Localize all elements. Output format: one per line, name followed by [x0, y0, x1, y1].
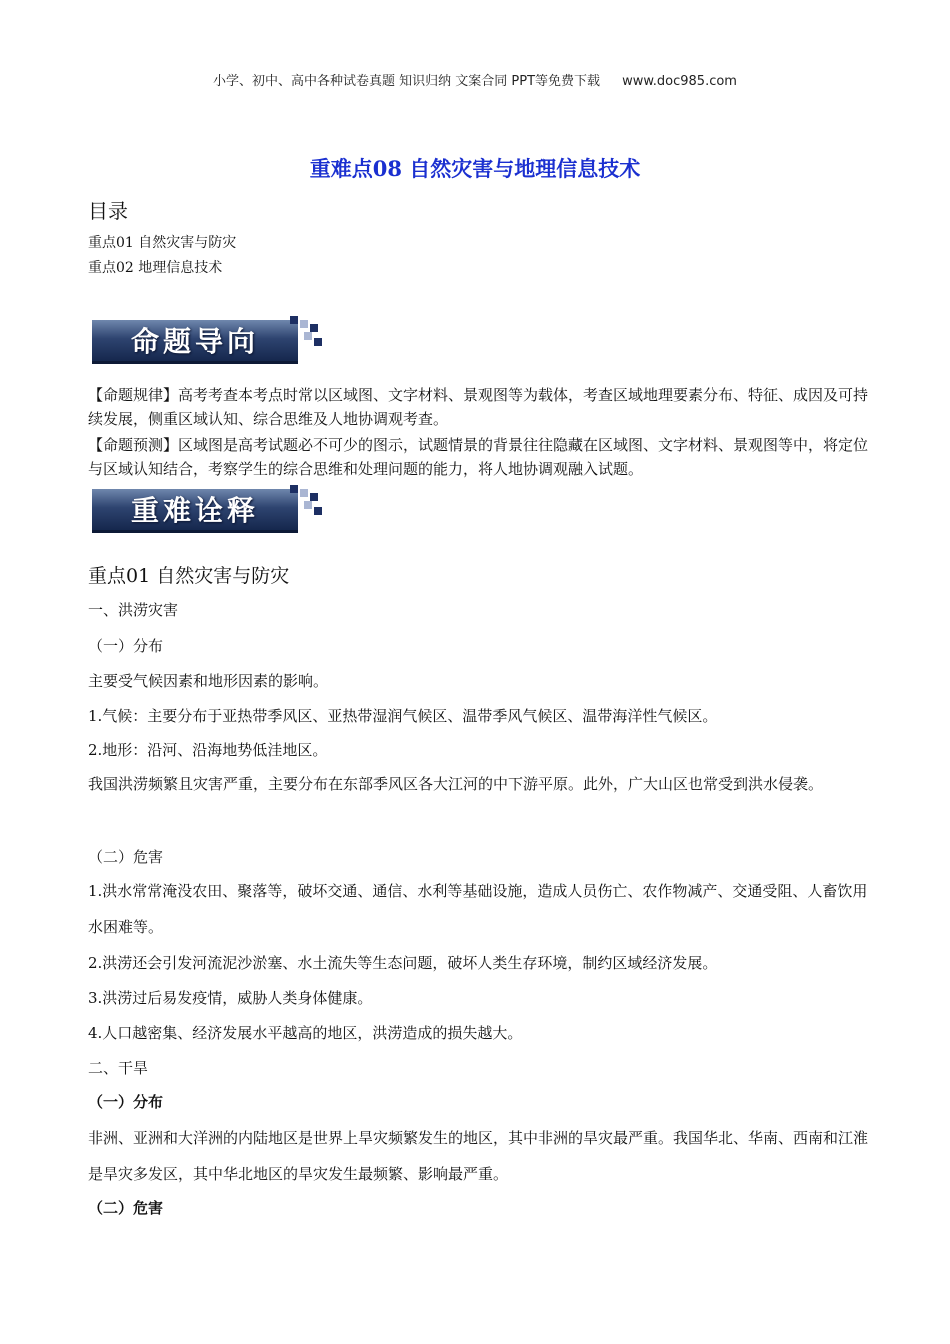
dist-intro: 主要受气候因素和地形因素的影响。 — [88, 672, 329, 690]
explain-banner — [92, 485, 322, 535]
header-text: 小学、初中、高中各种试卷真题 知识归纳 文案合同 PPT等免费下载 — [213, 74, 601, 89]
decor-square — [314, 507, 322, 515]
decor-square — [310, 324, 318, 332]
decor-square — [300, 489, 308, 497]
harm-heading: （二）危害 — [88, 848, 164, 866]
drought-dist: 非洲、亚洲和大洋洲的内陆地区是世界上旱灾频繁发生的地区，其中非洲的旱灾最严重。我国华北、华南、西南和江淮是旱灾多发区，其中华北地区的旱灾发生最频繁、影响最严重。 — [88, 1129, 869, 1183]
decor-square — [304, 332, 312, 340]
guide-forecast: 【命题预测】区域图是高考试题必不可少的图示，试题情景的背景往往隐藏在区域图、文字材料、景观图等中，将定位与区域认知结合，考察学生的综合思维和处理问题的能力，将人地协调观融入试题。 — [88, 436, 869, 478]
toc-heading: 目录 — [88, 199, 128, 223]
harm-item-4: 4.人口越密集、经济发展水平越高的地区，洪涝造成的损失越大。 — [88, 1024, 523, 1042]
flood-heading: 一、洪涝灾害 — [88, 601, 179, 619]
page-header — [0, 70, 950, 89]
header-site-link[interactable]: www.doc985.com — [622, 74, 737, 89]
toc-item-1[interactable]: 重点01 自然灾害与防灾 — [88, 235, 237, 251]
decor-square — [300, 320, 308, 328]
dist-heading: （一）分布 — [88, 637, 164, 655]
drought-harm-heading: （二）危害 — [88, 1199, 164, 1217]
banner-label: 命题导向 — [130, 325, 259, 358]
decor-square — [304, 501, 312, 509]
dist-china: 我国洪涝频繁且灾害严重，主要分布在东部季风区各大江河的中下游平原。此外，广大山区也常受到洪水侵袭。 — [88, 775, 824, 793]
drought-dist-heading: （一）分布 — [88, 1093, 164, 1111]
harm-item-1: 1.洪水常常淹没农田、聚落等，破坏交通、通信、水利等基础设施，造成人员伤亡、农作物减产、交通受阻、人畜饮用水困难等。 — [88, 882, 868, 936]
decor-square — [290, 316, 298, 324]
page-title: 重难点08 自然灾害与地理信息技术 — [309, 156, 641, 181]
guide-banner — [92, 316, 322, 366]
guide-rule: 【命题规律】高考考查本考点时常以区域图、文字材料、景观图等为载体，考查区域地理要素分布、特征、成因及可持续发展，侧重区域认知、综合思维及人地协调观考查。 — [88, 386, 869, 428]
toc-item-2[interactable]: 重点02 地理信息技术 — [88, 260, 223, 276]
dist-item-2: 2.地形：沿河、沿海地势低洼地区。 — [88, 741, 328, 759]
dist-item-1: 1.气候：主要分布于亚热带季风区、亚热带湿润气候区、温带季风气候区、温带海洋性气候区。 — [88, 707, 718, 725]
section-heading: 重点01 自然灾害与防灾 — [88, 565, 290, 587]
decor-square — [290, 485, 298, 493]
banner-label: 重难诠释 — [130, 494, 259, 527]
decor-square — [314, 338, 322, 346]
harm-item-3: 3.洪涝过后易发疫情，威胁人类身体健康。 — [88, 989, 373, 1007]
harm-item-2: 2.洪涝还会引发河流泥沙淤塞、水土流失等生态问题，破坏人类生存环境，制约区域经济发展。 — [88, 954, 718, 972]
drought-heading: 二、干旱 — [88, 1059, 149, 1077]
decor-square — [310, 493, 318, 501]
